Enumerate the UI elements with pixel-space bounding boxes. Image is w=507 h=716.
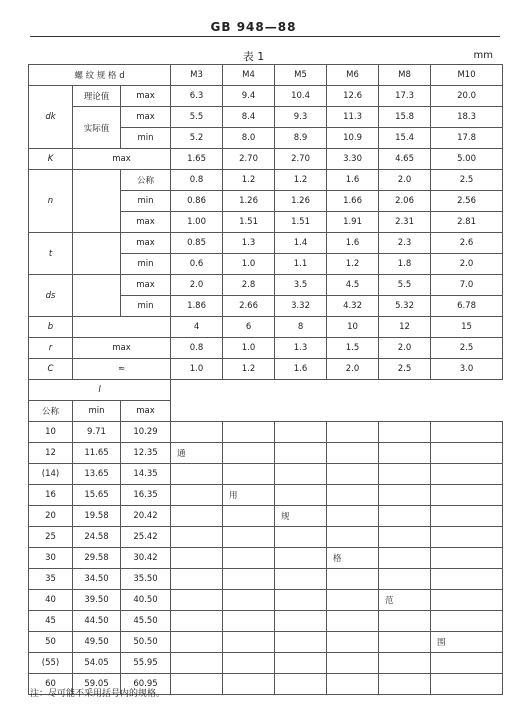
range-word: 围 (431, 632, 503, 653)
range-word: 规 (275, 506, 327, 527)
table-cell: 2.31 (379, 212, 431, 233)
table-cell: 19.58 (73, 506, 121, 527)
range-word: 通 (171, 443, 223, 464)
table-cell: 13.65 (73, 464, 121, 485)
table-cell: 4.5 (327, 275, 379, 296)
table-cell: 59.05 (73, 674, 121, 695)
length-header-row (29, 380, 503, 401)
table-cell: 9.71 (73, 422, 121, 443)
length-row (29, 590, 503, 611)
row-sublabel: max (121, 107, 171, 128)
table-cell: 50 (29, 632, 73, 653)
table-cell: 45 (29, 611, 73, 632)
table-cell: 2.66 (223, 296, 275, 317)
table-row (29, 359, 503, 380)
table-cell: 25.42 (121, 527, 171, 548)
table-row (29, 338, 503, 359)
row-symbol-r: r (29, 338, 73, 359)
table-cell: 30.42 (121, 548, 171, 569)
table-cell: 35.50 (121, 569, 171, 590)
length-symbol: l (29, 380, 171, 401)
table-cell: 10.29 (121, 422, 171, 443)
row-sublabel: max (121, 86, 171, 107)
table-cell: 12.35 (121, 443, 171, 464)
row-sublabel: ≈ (73, 359, 171, 380)
table-cell: 17.8 (431, 128, 503, 149)
table-row (29, 317, 503, 338)
row-symbol-t: t (29, 233, 73, 275)
table-cell: 54.05 (73, 653, 121, 674)
table-cell: 44.50 (73, 611, 121, 632)
table-cell: 34.50 (73, 569, 121, 590)
table-cell: 5.5 (171, 107, 223, 128)
length-row (29, 485, 503, 506)
table-cell: 49.50 (73, 632, 121, 653)
length-row (29, 653, 503, 674)
table-cell: 15.8 (379, 107, 431, 128)
table-cell: 1.2 (223, 359, 275, 380)
thread-spec-label: 螺 纹 规 格 d (29, 65, 171, 86)
length-row (29, 464, 503, 485)
table-cell: 25 (29, 527, 73, 548)
table-cell: 2.0 (327, 359, 379, 380)
row-sublabel: min (121, 254, 171, 275)
row-sublabel: max (121, 212, 171, 233)
table-cell: 1.6 (275, 359, 327, 380)
table-row (29, 107, 503, 128)
size-col: M8 (379, 65, 431, 86)
table-cell: 2.5 (431, 170, 503, 191)
row-sublabel: min (121, 191, 171, 212)
table-row (29, 275, 503, 296)
row-sublabel: 理论值 (73, 86, 121, 107)
length-col-header: 公称 (29, 401, 73, 422)
table-cell: 5.32 (379, 296, 431, 317)
row-symbol-k: K (29, 149, 73, 170)
length-col-header: max (121, 401, 171, 422)
table-cell: 2.6 (431, 233, 503, 254)
table-cell: 1.0 (171, 359, 223, 380)
table-cell: 8.4 (223, 107, 275, 128)
table-cell: 16.35 (121, 485, 171, 506)
table-cell: 29.58 (73, 548, 121, 569)
table-cell: 60 (29, 674, 73, 695)
table-cell: 2.81 (431, 212, 503, 233)
table-cell: 17.3 (379, 86, 431, 107)
range-word: 格 (327, 548, 379, 569)
table-cell: 1.91 (327, 212, 379, 233)
table-cell: 1.51 (275, 212, 327, 233)
row-sublabel: max (121, 233, 171, 254)
table-cell: 1.0 (223, 338, 275, 359)
row-sublabel: max (121, 275, 171, 296)
table-row (29, 170, 503, 191)
length-row (29, 611, 503, 632)
table-cell: 55.95 (121, 653, 171, 674)
table-cell: 18.3 (431, 107, 503, 128)
header-row (29, 65, 503, 86)
table-cell: 30 (29, 548, 73, 569)
size-col: M4 (223, 65, 275, 86)
size-col: M3 (171, 65, 223, 86)
row-symbol-c: C (29, 359, 73, 380)
table-cell: 20 (29, 506, 73, 527)
table-cell: 11.65 (73, 443, 121, 464)
table-cell: 24.58 (73, 527, 121, 548)
table-cell: 1.2 (327, 254, 379, 275)
standard-header: GB 948—88 (210, 20, 297, 34)
length-row (29, 527, 503, 548)
table-cell: 50.50 (121, 632, 171, 653)
table-cell: 40.50 (121, 590, 171, 611)
row-sublabel: min (121, 128, 171, 149)
table-cell: 5.5 (379, 275, 431, 296)
footnote: 注：尽可能不采用括号内的规格。 (30, 689, 166, 699)
length-row (29, 632, 503, 653)
row-sublabel: min (121, 296, 171, 317)
table-cell: 1.3 (223, 233, 275, 254)
length-row (29, 548, 503, 569)
table-cell: 8.0 (223, 128, 275, 149)
table-cell: 45.50 (121, 611, 171, 632)
unit-label: mm (473, 50, 493, 61)
table-cell: 1.51 (223, 212, 275, 233)
row-symbol-n: n (29, 170, 73, 233)
table-cell: 1.66 (327, 191, 379, 212)
table-cell: 0.8 (171, 338, 223, 359)
table-cell: 9.3 (275, 107, 327, 128)
row-sublabel: max (73, 338, 171, 359)
length-row (29, 506, 503, 527)
table-cell: 35 (29, 569, 73, 590)
table-cell: 1.26 (223, 191, 275, 212)
table-cell: 2.5 (379, 359, 431, 380)
table-cell: 10.4 (275, 86, 327, 107)
table-cell: 6.3 (171, 86, 223, 107)
table-cell: 10.9 (327, 128, 379, 149)
table-cell: 1.26 (275, 191, 327, 212)
table-cell: 1.4 (275, 233, 327, 254)
table-cell: 4.65 (379, 149, 431, 170)
table-cell: 3.5 (275, 275, 327, 296)
table-cell: 4.32 (327, 296, 379, 317)
length-row (29, 422, 503, 443)
table-cell: 1.3 (275, 338, 327, 359)
table-cell: 1.00 (171, 212, 223, 233)
table-cell: 1.86 (171, 296, 223, 317)
row-sublabel: 公称 (121, 170, 171, 191)
table-cell: 2.0 (431, 254, 503, 275)
table-cell: 15.4 (379, 128, 431, 149)
table-row (29, 149, 503, 170)
table-cell: 1.8 (379, 254, 431, 275)
table-cell: 10 (327, 317, 379, 338)
table-cell: 5.00 (431, 149, 503, 170)
table-cell: 3.30 (327, 149, 379, 170)
table-cell: 2.0 (171, 275, 223, 296)
table-cell: 20.0 (431, 86, 503, 107)
length-row (29, 569, 503, 590)
blank-cell (73, 317, 171, 338)
table-cell: (14) (29, 464, 73, 485)
table-cell: 0.8 (171, 170, 223, 191)
table-cell: 1.0 (223, 254, 275, 275)
table-cell: 6 (223, 317, 275, 338)
table-title: 表 1 (242, 50, 265, 63)
table-cell: 3.0 (431, 359, 503, 380)
table-cell: 1.2 (223, 170, 275, 191)
length-col-header: min (73, 401, 121, 422)
table-cell: (55) (29, 653, 73, 674)
table-cell: 6.78 (431, 296, 503, 317)
length-row (29, 443, 503, 464)
table-cell: 2.3 (379, 233, 431, 254)
table-cell: 0.86 (171, 191, 223, 212)
table-cell: 1.6 (327, 233, 379, 254)
table-cell: 2.70 (275, 149, 327, 170)
table-cell: 4 (171, 317, 223, 338)
table-cell: 12 (379, 317, 431, 338)
table-cell: 8 (275, 317, 327, 338)
table-cell: 2.70 (223, 149, 275, 170)
length-subheader-row (29, 401, 503, 422)
table-cell: 20.42 (121, 506, 171, 527)
table-cell: 16 (29, 485, 73, 506)
size-col: M6 (327, 65, 379, 86)
row-symbol-ds: ds (29, 275, 73, 317)
table-row (29, 233, 503, 254)
table-cell: 1.6 (327, 170, 379, 191)
row-symbol-b: b (29, 317, 73, 338)
table-cell: 14.35 (121, 464, 171, 485)
table-cell: 0.6 (171, 254, 223, 275)
table-cell: 1.1 (275, 254, 327, 275)
row-sublabel: 实际值 (73, 107, 121, 149)
table-cell: 12 (29, 443, 73, 464)
table-cell: 2.0 (379, 170, 431, 191)
table-cell: 1.65 (171, 149, 223, 170)
table-cell: 60.95 (121, 674, 171, 695)
table-cell: 2.0 (379, 338, 431, 359)
table-cell: 40 (29, 590, 73, 611)
row-sublabel: max (73, 149, 171, 170)
blank-cell (73, 233, 121, 275)
header-rule (30, 36, 500, 37)
blank-cell (73, 170, 121, 233)
range-word: 用 (223, 485, 275, 506)
row-symbol-dk: dk (29, 86, 73, 149)
table-row (29, 86, 503, 107)
table-cell: 5.2 (171, 128, 223, 149)
table-cell: 10 (29, 422, 73, 443)
table-cell: 9.4 (223, 86, 275, 107)
table-cell: 2.56 (431, 191, 503, 212)
table-cell: 39.50 (73, 590, 121, 611)
table-cell: 2.8 (223, 275, 275, 296)
table-cell: 7.0 (431, 275, 503, 296)
table-cell: 0.85 (171, 233, 223, 254)
blank-cell (73, 275, 121, 317)
size-col: M5 (275, 65, 327, 86)
table-cell: 12.6 (327, 86, 379, 107)
table-cell: 2.06 (379, 191, 431, 212)
table-cell: 3.32 (275, 296, 327, 317)
table-cell: 8.9 (275, 128, 327, 149)
table-cell: 15 (431, 317, 503, 338)
table-cell: 1.5 (327, 338, 379, 359)
table-cell: 11.3 (327, 107, 379, 128)
table-cell: 15.65 (73, 485, 121, 506)
range-word: 范 (379, 590, 431, 611)
size-col: M10 (431, 65, 503, 86)
dimensions-table (28, 64, 503, 695)
table-cell: 2.5 (431, 338, 503, 359)
table-cell: 1.2 (275, 170, 327, 191)
